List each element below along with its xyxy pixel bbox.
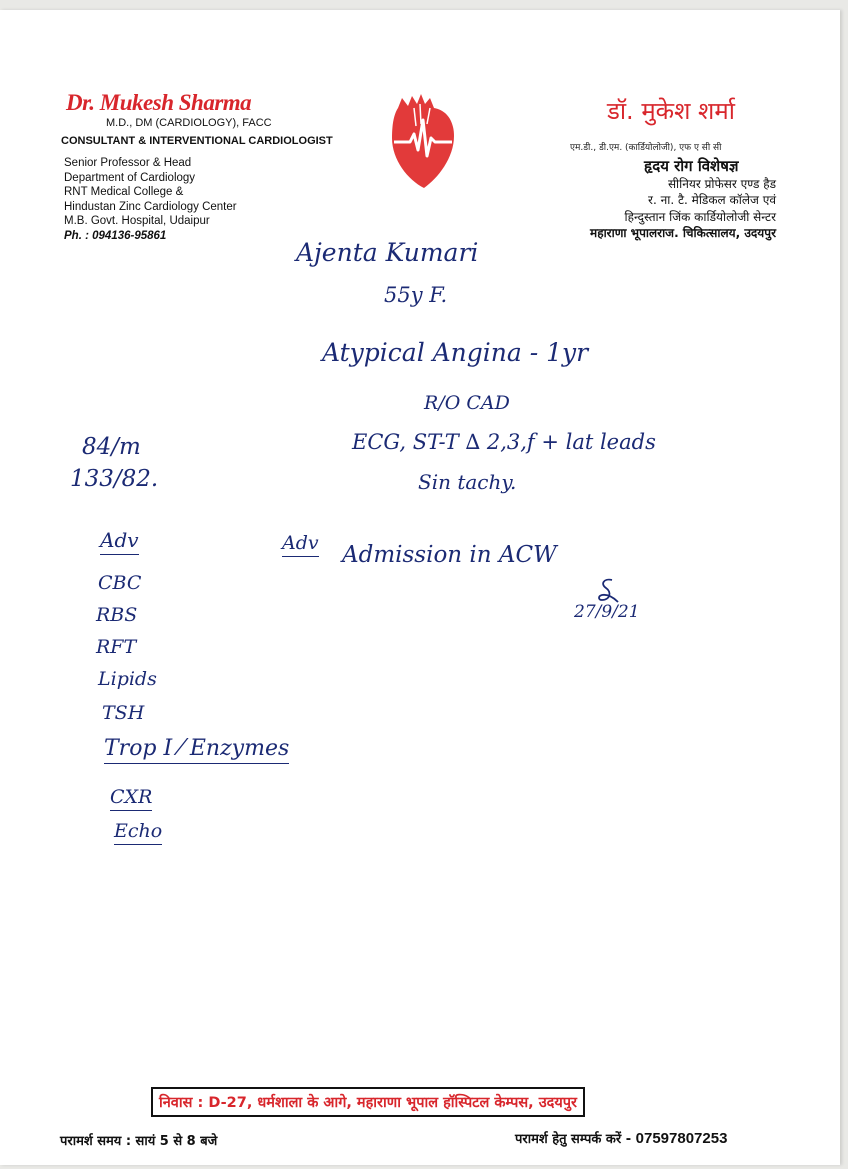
prescription-date: 27/9/21 xyxy=(574,602,640,622)
rule-out: R/O CAD xyxy=(424,392,510,414)
investigation-item: Lipids xyxy=(98,668,157,690)
doctor-details-en xyxy=(64,156,237,244)
contact-label: परामर्श हेतु सम्पर्क करें - xyxy=(515,1132,632,1147)
investigation-item: RBS xyxy=(96,604,138,626)
detail-line-hi: र. ना. टै. मेडिकल कॉलेज एवं xyxy=(648,193,776,208)
sinus-rhythm: Sin tachy. xyxy=(418,470,517,494)
residence-address: निवास : D-27, धर्मशाला के आगे, महाराणा भूपाल हॉस्पिटल केम्पस, उदयपुर xyxy=(151,1087,585,1117)
detail-line-hi: सीनियर प्रोफेसर एण्ड हैड xyxy=(667,177,776,191)
patient-name: Ajenta Kumari xyxy=(296,238,479,267)
diagnosis: Atypical Angina - 1yr xyxy=(322,338,589,367)
advice-text: Admission in ACW xyxy=(342,542,557,568)
detail-line: RNT Medical College & xyxy=(64,186,184,199)
detail-line-hi: महाराणा भूपालराज. चिकित्सालय, उदयपुर xyxy=(590,225,776,240)
patient-age-sex: 55y F. xyxy=(384,283,448,307)
detail-line: Hindustan Zinc Cardiology Center xyxy=(64,200,237,213)
doctor-name-en: Dr. Mukesh Sharma xyxy=(66,90,252,115)
prescription-sheet xyxy=(0,10,840,1165)
doctor-specialty-hi: हृदय रोग विशेषज्ञ xyxy=(644,157,739,175)
doctor-details-hi xyxy=(590,176,776,241)
advice-heading-left: Adv xyxy=(100,528,139,552)
detail-line-hi: हिन्दुस्तान जिंक कार्डियोलोजी सेन्टर xyxy=(624,209,776,224)
doctor-role-en: CONSULTANT & INTERVENTIONAL CARDIOLOGIST xyxy=(61,135,333,147)
advice-heading-right: Adv xyxy=(282,532,319,554)
heart-ecg-icon xyxy=(390,94,456,190)
investigation-item: CBC xyxy=(98,572,142,594)
blood-pressure: 133/82. xyxy=(70,466,159,492)
investigation-item: RFT xyxy=(96,636,137,658)
consultation-timing: परामर्श समय : सायं 5 से 8 बजे xyxy=(60,1134,218,1149)
doctor-qualifications-hi: एम.डी., डी.एम. (कार्डियोलोजी), एफ ए सी सी xyxy=(570,143,722,153)
pulse: 84/m xyxy=(82,434,141,460)
doctor-name-hi: डॉ. मुकेश शर्मा xyxy=(607,97,735,125)
contact-info xyxy=(515,1129,727,1147)
detail-line: Department of Cardiology xyxy=(64,171,196,184)
phone-number: Ph. : 094136-95861 xyxy=(64,229,167,242)
ecg-finding: ECG, ST-T ∆ 2,3,f + lat leads xyxy=(352,430,656,454)
investigation-item: CXR xyxy=(110,786,152,808)
investigation-item: TSH xyxy=(102,702,145,724)
contact-number: 07597807253 xyxy=(635,1130,728,1147)
detail-line: M.B. Govt. Hospital, Udaipur xyxy=(64,215,210,228)
investigation-item: Echo xyxy=(114,820,162,842)
doctor-qualifications-en: M.D., DM (CARDIOLOGY), FACC xyxy=(106,117,272,129)
detail-line: Senior Professor & Head xyxy=(64,157,192,169)
investigation-item: Trop I ⁄ Enzymes xyxy=(104,736,289,761)
